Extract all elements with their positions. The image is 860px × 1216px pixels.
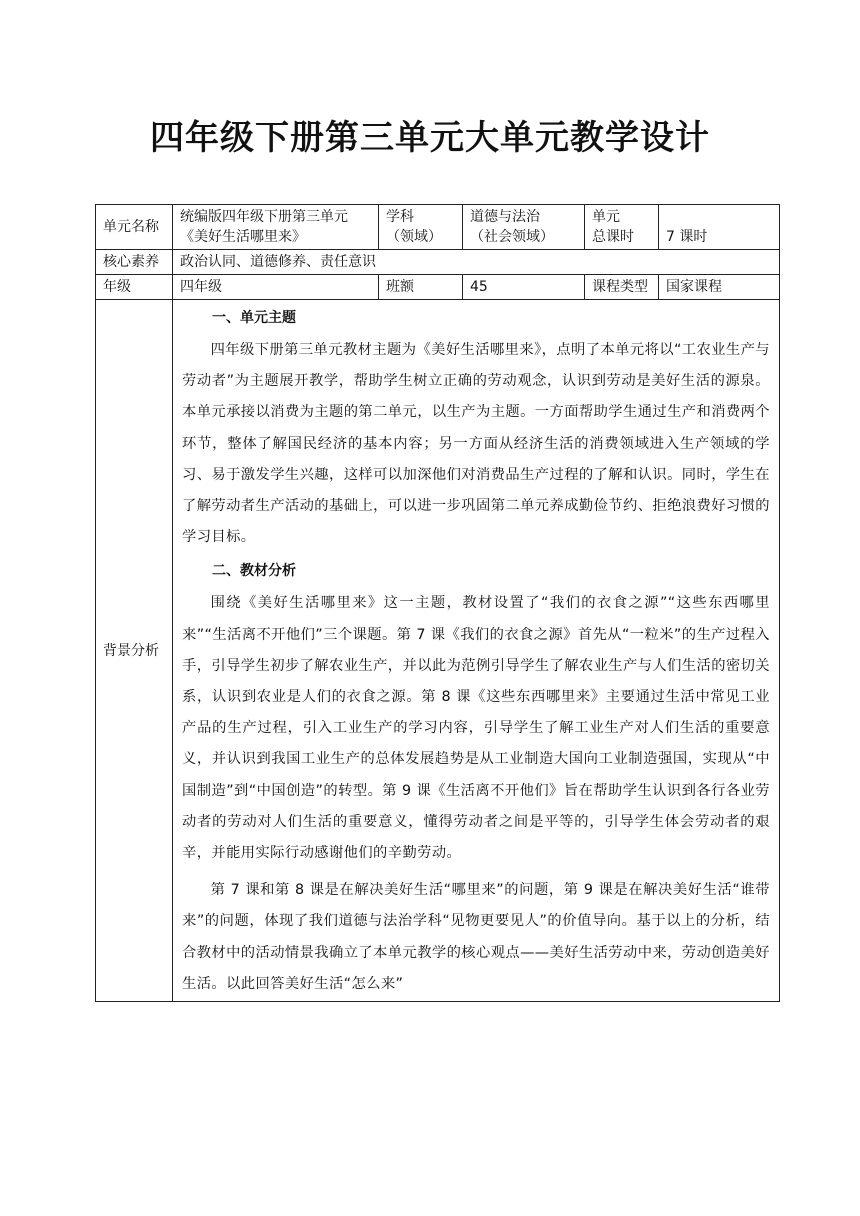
unit-design-table (95, 204, 780, 1002)
core-literacy-value: 政治认同、道德修养、责任意识 (173, 250, 780, 275)
unit-name-line2: 《美好生活哪里来》 (180, 229, 306, 245)
class-size-value: 45 (463, 275, 585, 300)
total-hours-label-line2: 总课时 (592, 229, 634, 245)
table-row-core-literacy (96, 250, 780, 275)
subject-label-line1: 学科 (386, 209, 414, 225)
subject-label-line2: （领域） (386, 229, 442, 245)
section-heading-material-analysis: 二、教材分析 (212, 563, 296, 580)
total-hours-label (585, 205, 659, 250)
total-hours-value: 7 课时 (659, 205, 780, 250)
background-content (173, 300, 780, 1002)
subject-value (463, 205, 585, 250)
page-title: 四年级下册第三单元大单元教学设计 (150, 118, 710, 158)
total-hours-label-line1: 单元 (592, 209, 620, 225)
background-label: 背景分析 (96, 300, 173, 1002)
table-row-background (96, 300, 780, 1002)
core-literacy-label: 核心素养 (96, 250, 173, 275)
unit-theme-paragraph: 四年级下册第三单元教材主题为《美好生活哪里来》，点明了本单元将以“工农业生产与劳动者”为主题展开教学，帮助学生树立正确的劳动观念，认识到劳动是美好生活的源泉。本单元承接以消费为主题的第二单元，以生产为主题。一方面帮助学生通过生产和消费两个环节，整体了解国民经济的基本内容；另一方面从经济生活的消费领域进入生产领域的学习、易于激发学生兴趣，这样可以加深他们对消费品生产过程的了解和认识。同时，学生在了解劳动者生产活动的基础上，可以进一步巩固第二单元养成勤俭节约、拒绝浪费好习惯的学习目标。 (182, 342, 770, 546)
grade-label: 年级 (96, 275, 173, 300)
material-analysis-paragraph-2: 第 7 课和第 8 课是在解决美好生活“哪里来”的问题，第 9 课是在解决美好生活“谁带来”的问题，体现了我们道德与法治学科“见物更要见人”的价值导向。基于以上的分析，结合教材中的活动情景我确立了本单元教学的核心观点——美好生活劳动中来，劳动创造美好生活。以此回答美好生活“怎么来” (182, 882, 770, 992)
table-row-grade (96, 275, 780, 300)
unit-name-value (173, 205, 379, 250)
subject-label (379, 205, 463, 250)
unit-name-label: 单元名称 (96, 205, 173, 250)
grade-value: 四年级 (173, 275, 379, 300)
course-type-value: 国家课程 (659, 275, 780, 300)
table-row-unit-name (96, 205, 780, 250)
subject-value-line1: 道德与法治 (470, 209, 540, 225)
material-analysis-paragraph-1: 围绕《美好生活哪里来》这一主题，教材设置了“我们的衣食之源”“这些东西哪里来”“生活离不开他们”三个课题。第 7 课《我们的衣食之源》首先从“一粒米”的生产过程入手，引导学生初步了解农业生产，并以此为范例引导学生了解农业生产与人们生活的密切关系，认识到农业是人们的衣食之源。第 8 课《这些东西哪里来》主要通过生活中常见工业产品的生产过程，引入工业生产的学习内容，引导学生了解工业生产对人们生活的重要意义，并认识到我国工业生产的总体发展趋势是从工业制造大国向工业制造强国，实现从“中国制造”到“中国创造”的转型。第 9 课《生活离不开他们》旨在帮助学生认识到各行各业劳动者的劳动对人们生活的重要意义，懂得劳动者之间是平等的，引导学生体会劳动者的艰辛，并能用实际行动感谢他们的辛勤劳动。 (182, 595, 770, 862)
subject-value-line2: （社会领域） (470, 229, 554, 245)
course-type-label: 课程类型 (585, 275, 659, 300)
section-heading-unit-theme: 一、单元主题 (212, 310, 296, 326)
class-size-label: 班额 (379, 275, 463, 300)
unit-name-line1: 统编版四年级下册第三单元 (180, 209, 348, 225)
